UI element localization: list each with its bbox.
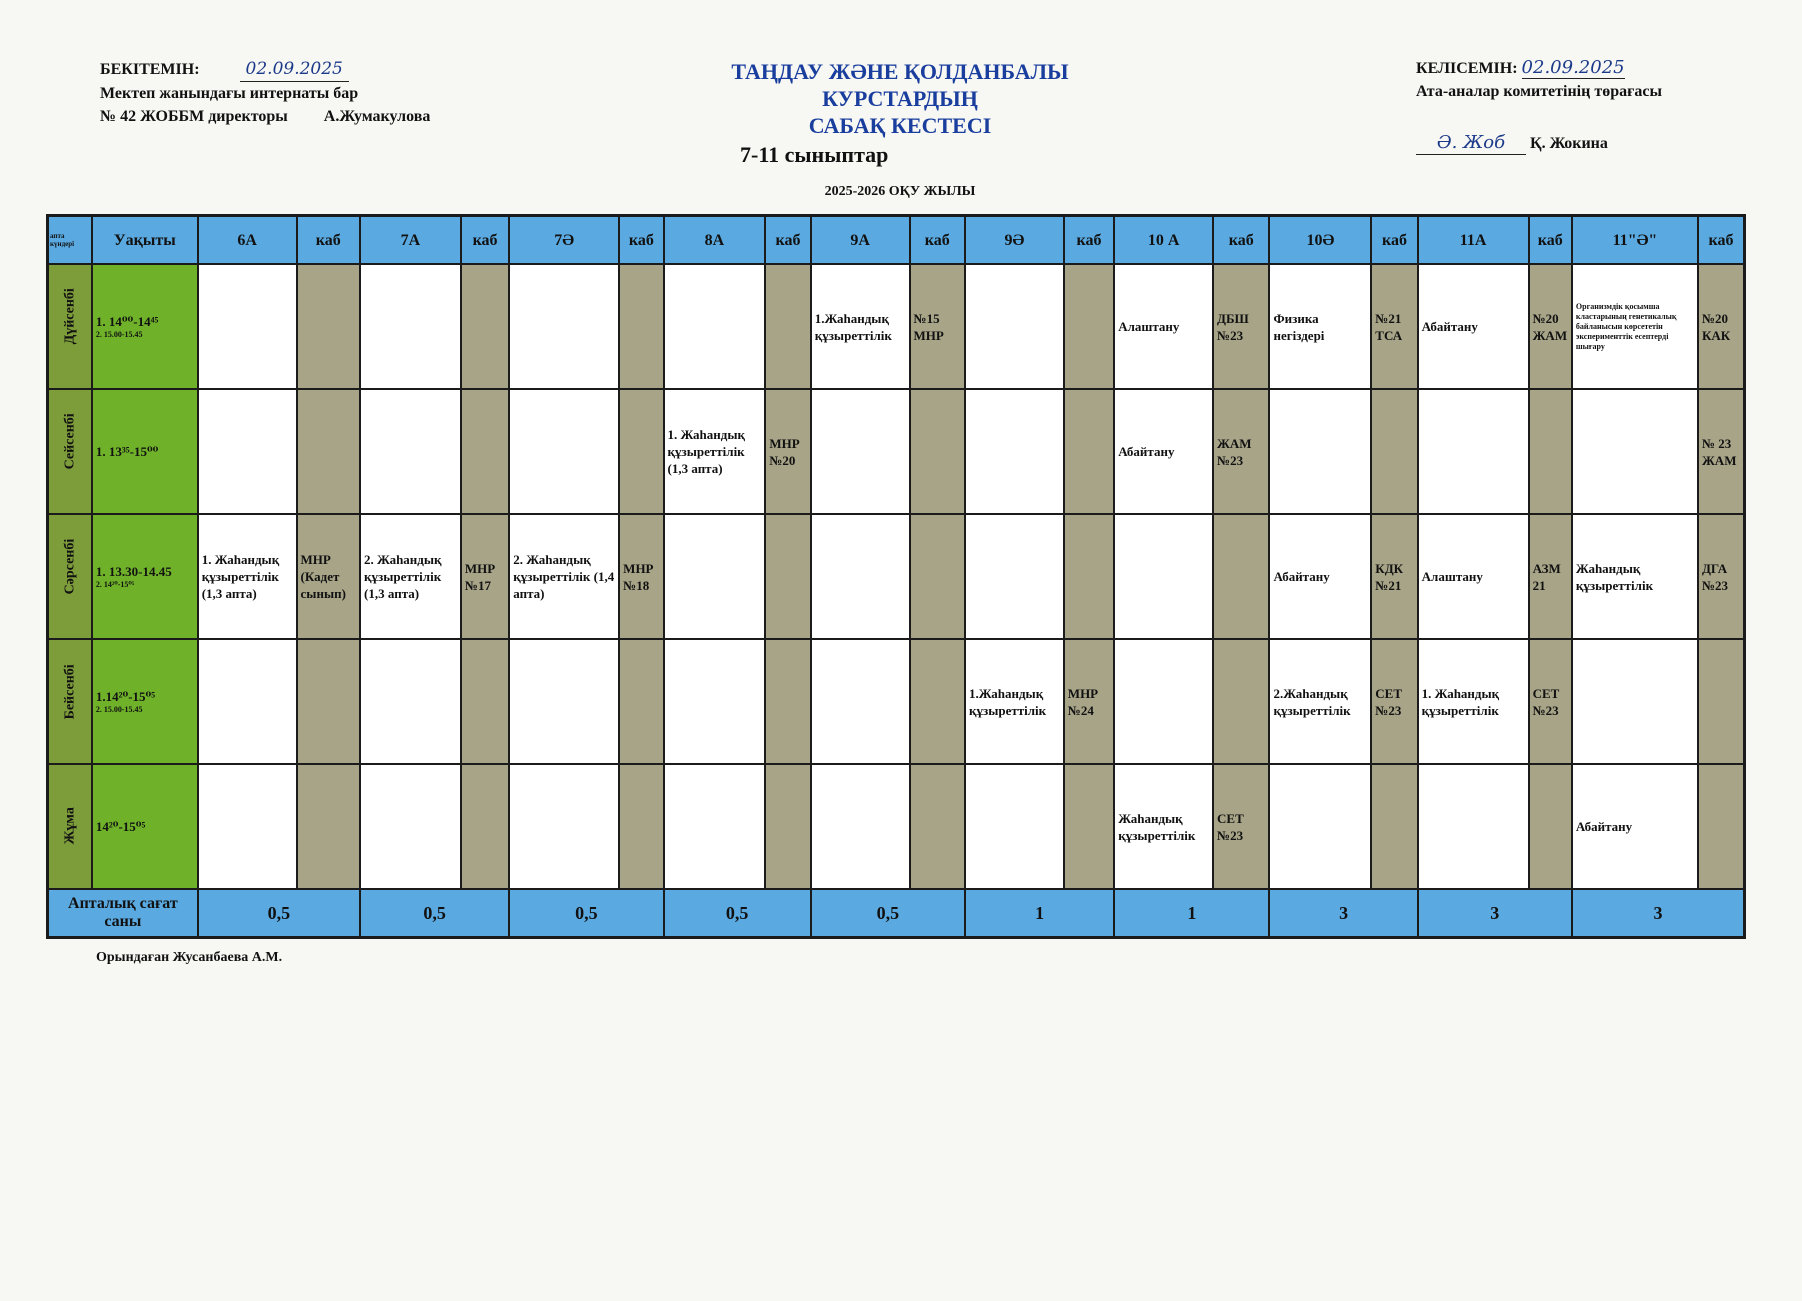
time-cell: [92, 389, 198, 514]
subject-cell: [360, 639, 461, 764]
room-cell: [1213, 639, 1269, 764]
prepared-by: Орындаған Жусанбаева А.М.: [96, 950, 283, 965]
room-cell: [1064, 389, 1114, 514]
room-cell: [1371, 764, 1417, 889]
schedule-table: [46, 214, 1746, 939]
room-cell: [619, 264, 663, 389]
agree-line1: Ата-аналар комитетінің төрағасы: [1416, 83, 1662, 100]
subject-cell: [1269, 764, 1371, 889]
room-cell: №15 МНР: [910, 264, 965, 389]
subject-cell: [1572, 639, 1698, 764]
room-cell: № 23 ЖАМ: [1698, 389, 1745, 514]
room-cell: [1529, 389, 1572, 514]
subject-cell: 2. Жаһандық құзыреттілік (1,4 апта): [509, 514, 619, 639]
subject-cell: [1269, 389, 1371, 514]
day-label: Дүйсенбі: [62, 288, 78, 345]
room-header: каб: [765, 216, 810, 265]
room-cell: [765, 264, 810, 389]
subject-cell: [198, 389, 297, 514]
room-cell: [910, 764, 965, 889]
room-cell: [461, 639, 509, 764]
class-header: 10 А: [1114, 216, 1213, 265]
subject-cell: Абайтану: [1114, 389, 1213, 514]
day-row: [48, 764, 1745, 889]
subject-cell: [664, 639, 766, 764]
subject-cell: Алаштану: [1114, 264, 1213, 389]
room-cell: МНР №24: [1064, 639, 1114, 764]
title-block: [620, 58, 1180, 205]
class-header: 9А: [811, 216, 910, 265]
room-cell: [1064, 514, 1114, 639]
approve-line1: Мектеп жанындағы интернаты бар: [100, 85, 359, 102]
day-cell: [48, 514, 92, 639]
subject-cell: [1572, 389, 1698, 514]
corner-header: апта күндері: [48, 216, 92, 265]
room-cell: [1698, 639, 1745, 764]
approve-line2: № 42 ЖОББМ директоры: [100, 108, 288, 125]
day-label: Бейсенбі: [62, 664, 78, 720]
day-row: [48, 639, 1745, 764]
room-cell: [297, 264, 361, 389]
time-sub: 2. 15.00-15.45: [95, 330, 143, 339]
subject-cell: [811, 764, 910, 889]
day-label: Сейсенбі: [62, 413, 78, 470]
room-cell: [1064, 264, 1114, 389]
subject-cell: 1.Жаһандық құзыреттілік: [811, 264, 910, 389]
title-line3: САБАҚ КЕСТЕСІ: [808, 113, 992, 138]
day-cell: [48, 764, 92, 889]
class-header: 11"Ә": [1572, 216, 1698, 265]
time-header: Уақыты: [92, 216, 198, 265]
day-row: [48, 389, 1745, 514]
title-year: 2025-2026 ОҚУ ЖЫЛЫ: [824, 184, 976, 199]
room-header: каб: [297, 216, 361, 265]
subject-cell: [965, 764, 1064, 889]
weekly-hours-cell: 0,5: [811, 889, 965, 938]
room-cell: [619, 639, 663, 764]
room-cell: [910, 639, 965, 764]
room-cell: МНР (Кадет сынып): [297, 514, 361, 639]
weekly-hours-cell: 0,5: [198, 889, 360, 938]
subject-cell: Алаштану: [1418, 514, 1529, 639]
subject-cell: [509, 264, 619, 389]
class-header: 11А: [1418, 216, 1529, 265]
room-cell: [1213, 514, 1269, 639]
room-cell: [765, 514, 810, 639]
room-cell: [1698, 764, 1745, 889]
subject-cell: [1418, 764, 1529, 889]
room-cell: СЕТ №23: [1371, 639, 1417, 764]
subject-cell: Абайтану: [1269, 514, 1371, 639]
subject-cell: [198, 264, 297, 389]
subject-cell: [965, 389, 1064, 514]
room-cell: СЕТ №23: [1529, 639, 1572, 764]
subject-cell: [1114, 514, 1213, 639]
subject-cell: [965, 514, 1064, 639]
subject-cell: [1114, 639, 1213, 764]
subject-cell: [965, 264, 1064, 389]
subject-cell: [811, 639, 910, 764]
class-header: 7А: [360, 216, 461, 265]
room-cell: КДК №21: [1371, 514, 1417, 639]
subject-cell: [360, 264, 461, 389]
subject-cell: 1.Жаһандық құзыреттілік: [965, 639, 1064, 764]
time-main: 14²⁰-15⁰⁵: [95, 819, 146, 834]
room-cell: СЕТ №23: [1213, 764, 1269, 889]
day-row: [48, 514, 1745, 639]
room-cell: [1064, 764, 1114, 889]
weekly-hours-cell: 0,5: [360, 889, 509, 938]
subject-cell: [198, 639, 297, 764]
room-cell: ЖАМ №23: [1213, 389, 1269, 514]
weekly-hours-label: Апталық сағат саны: [48, 889, 198, 938]
agree-signature: Ә. Жоб: [1416, 131, 1526, 155]
subject-cell: [811, 389, 910, 514]
subject-cell: 2.Жаһандық құзыреттілік: [1269, 639, 1371, 764]
room-cell: [1529, 764, 1572, 889]
room-cell: [765, 639, 810, 764]
subject-cell: [509, 639, 619, 764]
subject-cell: Абайтану: [1418, 264, 1529, 389]
time-cell: [92, 264, 198, 389]
room-header: каб: [1213, 216, 1269, 265]
day-cell: [48, 264, 92, 389]
class-header: 7Ә: [509, 216, 619, 265]
weekly-hours-cell: 1: [965, 889, 1114, 938]
subject-cell: [360, 389, 461, 514]
subject-cell: 2. Жаһандық құзыреттілік (1,3 апта): [360, 514, 461, 639]
room-cell: [619, 389, 663, 514]
approve-label: БЕКІТЕМІН:: [100, 61, 200, 78]
room-cell: МНР №20: [765, 389, 810, 514]
day-cell: [48, 639, 92, 764]
room-header: каб: [619, 216, 663, 265]
weekly-hours-cell: 3: [1572, 889, 1745, 938]
class-header: 10Ә: [1269, 216, 1371, 265]
class-header: 8А: [664, 216, 766, 265]
time-main: 1. 14⁰⁰-14⁴⁵: [95, 314, 159, 329]
subject-cell: [360, 764, 461, 889]
day-row: [48, 264, 1745, 389]
weekly-hours-cell: 3: [1269, 889, 1417, 938]
room-cell: МНР №17: [461, 514, 509, 639]
time-sub: 2. 15.00-15.45: [95, 705, 143, 714]
subject-cell: [811, 514, 910, 639]
class-header: 6А: [198, 216, 297, 265]
title-classes: 7-11 сыныптар: [740, 142, 889, 167]
day-label: Сәрсенбі: [62, 538, 78, 595]
room-cell: [910, 389, 965, 514]
room-cell: [297, 764, 361, 889]
approve-name: А.Жумакулова: [323, 108, 431, 125]
subject-cell: Жаһандық құзыреттілік: [1114, 764, 1213, 889]
time-main: 1. 13³⁵-15⁰⁰: [95, 444, 159, 459]
room-cell: ДГА №23: [1698, 514, 1745, 639]
time-main: 1. 13.30-14.45: [95, 564, 172, 579]
agree-label: КЕЛІСЕМІН:: [1416, 60, 1518, 77]
weekly-hours-cell: 0,5: [664, 889, 811, 938]
subject-cell: Физика негіздері: [1269, 264, 1371, 389]
subject-cell: 1. Жаһандық құзыреттілік (1,3 апта): [198, 514, 297, 639]
room-cell: №21 ТСА: [1371, 264, 1417, 389]
weekly-hours-cell: 0,5: [509, 889, 663, 938]
room-cell: МНР №18: [619, 514, 663, 639]
subject-cell: Жаһандық құзыреттілік: [1572, 514, 1698, 639]
time-cell: [92, 639, 198, 764]
agree-date: 02.09.2025: [1521, 57, 1625, 78]
room-cell: [461, 389, 509, 514]
subject-cell: [198, 764, 297, 889]
room-cell: АЗМ 21: [1529, 514, 1572, 639]
subject-cell: [509, 764, 619, 889]
subject-cell: Абайтану: [1572, 764, 1698, 889]
room-cell: ДБШ №23: [1213, 264, 1269, 389]
room-header: каб: [1698, 216, 1745, 265]
subject-cell: Организмдік қосымша кластарының генетикалық байланысын көрсететін эксперименттік есептерді шығару: [1572, 264, 1698, 389]
room-cell: [297, 389, 361, 514]
time-cell: [92, 764, 198, 889]
agree-name: Қ. Жокина: [1530, 135, 1608, 152]
header-row: [48, 216, 1745, 265]
time-main: 1.14²⁰-15⁰⁵: [95, 689, 156, 704]
title-line2: КУРСТАРДЫҢ: [822, 86, 978, 111]
subject-cell: [509, 389, 619, 514]
class-header: 9Ә: [965, 216, 1064, 265]
room-header: каб: [910, 216, 965, 265]
room-cell: [461, 264, 509, 389]
time-cell: [92, 514, 198, 639]
room-cell: [910, 514, 965, 639]
subject-cell: [664, 764, 766, 889]
room-header: каб: [461, 216, 509, 265]
approve-date: 02.09.2025: [240, 58, 349, 82]
room-cell: №20 ЖАМ: [1529, 264, 1572, 389]
weekly-hours-row: [48, 889, 1745, 938]
time-sub: 2. 14²⁰-15⁰⁵: [95, 580, 135, 589]
title-line1: ТАҢДАУ ЖӘНЕ ҚОЛДАНБАЛЫ: [731, 59, 1069, 84]
room-header: каб: [1064, 216, 1114, 265]
subject-cell: 1. Жаһандық құзыреттілік (1,3 апта): [664, 389, 766, 514]
room-header: каб: [1529, 216, 1572, 265]
subject-cell: 1. Жаһандық құзыреттілік: [1418, 639, 1529, 764]
day-cell: [48, 389, 92, 514]
room-cell: [765, 764, 810, 889]
subject-cell: [664, 264, 766, 389]
room-cell: [619, 764, 663, 889]
room-cell: [1371, 389, 1417, 514]
day-label: Жұма: [62, 807, 78, 845]
approve-block: [100, 58, 430, 128]
room-cell: №20 КАК: [1698, 264, 1745, 389]
subject-cell: [664, 514, 766, 639]
room-header: каб: [1371, 216, 1417, 265]
agree-block: [1416, 56, 1662, 155]
weekly-hours-cell: 3: [1418, 889, 1572, 938]
subject-cell: [1418, 389, 1529, 514]
room-cell: [297, 639, 361, 764]
room-cell: [461, 764, 509, 889]
weekly-hours-cell: 1: [1114, 889, 1269, 938]
